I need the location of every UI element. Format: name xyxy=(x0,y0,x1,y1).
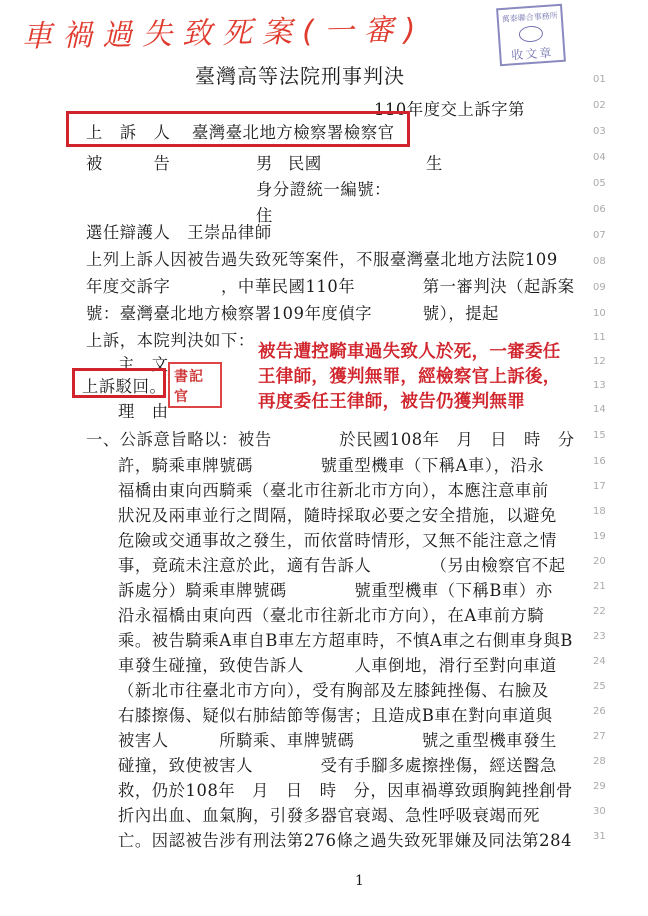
reason-line: 折內出血、血氣胸，引發多器官衰竭、急性呼吸衰竭而死 xyxy=(118,806,541,825)
line-number: 30 xyxy=(593,806,606,817)
line-number: 31 xyxy=(593,831,606,842)
line-number: 17 xyxy=(593,481,606,492)
intro-line: 號：臺灣臺北地方檢察署109年度偵字 號），提起 xyxy=(86,304,500,323)
appellant-label: 上 訴 人 xyxy=(86,123,171,142)
address-label: 住 xyxy=(256,206,273,225)
intro-line: 上訴，本院判決如下： xyxy=(86,331,255,350)
defendant-nationality: 民國 xyxy=(288,154,322,173)
case-number: 110年度交上訴字第 xyxy=(374,100,526,119)
page-number: 1 xyxy=(355,873,364,889)
line-number: 09 xyxy=(593,282,606,293)
line-number: 03 xyxy=(593,126,606,137)
reason-line: 一、公訴意旨略以：被告 於民國108年 月 日 時 分 xyxy=(86,430,575,449)
defense-counsel: 選任辯護人 王崇品律師 xyxy=(86,223,272,242)
reason-line: 訴處分）騎乘車牌號碼 號重型機車（下稱B車）亦 xyxy=(118,581,553,600)
verdict: 上訴駁回。 xyxy=(82,377,167,396)
line-number: 21 xyxy=(593,581,606,592)
line-number: 02 xyxy=(593,100,606,111)
line-number: 16 xyxy=(593,456,606,467)
reason-line: 車發生碰撞，致使告訴人 人車倒地，滑行至對向車道 xyxy=(118,656,557,675)
line-number: 23 xyxy=(593,631,606,642)
annotation-line: 再度委任王律師，被告仍獲判無罪 xyxy=(258,392,525,412)
line-number: 25 xyxy=(593,681,606,692)
received-stamp-circle xyxy=(518,25,543,43)
id-number-label: 身分證統一編號： xyxy=(256,180,392,199)
line-number: 05 xyxy=(593,178,606,189)
line-number: 07 xyxy=(593,230,606,241)
line-number: 29 xyxy=(593,781,606,792)
line-number: 24 xyxy=(593,656,606,667)
intro-line: 年度交訴字 ，中華民國110年 第一審判決（起訴案 xyxy=(86,277,575,296)
line-number: 26 xyxy=(593,706,606,717)
annotation-line: 被告遭控騎車過失致人於死，一審委任 xyxy=(258,342,561,362)
line-number: 22 xyxy=(593,606,606,617)
reason-line: （新北市往臺北市方向），受有胸部及左膝鈍挫傷、右臉及 xyxy=(118,681,549,700)
line-number: 01 xyxy=(593,74,606,85)
line-number: 19 xyxy=(593,531,606,542)
reason-line: 救，仍於108年 月 日 時 分，因車禍導致頭胸鈍挫創骨 xyxy=(118,781,573,800)
reason-line: 碰撞，致使被害人 受有手腳多處擦挫傷，經送醫急 xyxy=(118,756,557,775)
defendant-label: 被 告 xyxy=(86,154,171,173)
line-number: 20 xyxy=(593,556,606,567)
clerk-stamp-text: 書記官 xyxy=(174,369,204,405)
line-number: 18 xyxy=(593,506,606,517)
clerk-stamp xyxy=(168,362,222,408)
received-stamp xyxy=(496,4,566,66)
document-title: 臺灣高等法院刑事判決 xyxy=(195,64,405,88)
line-number: 14 xyxy=(593,404,606,415)
reason-line: 乘。被告騎乘A車自B車左方超車時，不慎A車之右側車身與B xyxy=(118,631,573,650)
line-number: 06 xyxy=(593,204,606,215)
line-number: 15 xyxy=(593,430,606,441)
reason-line: 狀況及兩車並行之間隔，隨時採取必要之安全措施，以避免 xyxy=(118,506,557,525)
line-number: 28 xyxy=(593,756,606,767)
reason-line: 被害人 所騎乘、車牌號碼 號之重型機車發生 xyxy=(118,731,557,750)
annotation-line: 王律師，獲判無罪，經檢察官上訴後， xyxy=(258,367,561,387)
reason-line: 許，騎乘車牌號碼 號重型機車（下稱A車），沿永 xyxy=(118,456,545,475)
defendant-born: 生 xyxy=(426,154,443,173)
reason-line: 危險或交通事故之發生，而依當時情形，又無不能注意之情 xyxy=(118,531,557,550)
appellant-name: 臺灣臺北地方檢察署檢察官 xyxy=(192,123,395,142)
received-stamp-line1: 萬泰聯合事務所 xyxy=(501,11,559,24)
reason-line: 福橋由東向西騎乘（臺北市往新北市方向），本應注意車前 xyxy=(118,481,549,500)
main-text-label: 主 文 xyxy=(118,355,169,374)
line-number: 11 xyxy=(593,332,606,343)
defendant-gender: 男 xyxy=(256,154,273,173)
reason-line: 沿永福橋由東向西（臺北市往新北市方向），在A車前方騎 xyxy=(118,606,545,625)
received-stamp-line2: 收文章 xyxy=(510,45,554,63)
line-number: 12 xyxy=(593,356,606,367)
reason-line: 事，竟疏未注意於此，適有告訴人 （另由檢察官不起 xyxy=(118,556,566,575)
reason-label: 理 由 xyxy=(118,402,169,421)
line-number: 13 xyxy=(593,380,606,391)
reason-line: 右膝擦傷、疑似右肺結節等傷害；且造成B車在對向車道與 xyxy=(118,706,553,725)
reason-line: 亡。因認被告涉有刑法第276條之過失致死罪嫌及同法第284 xyxy=(118,831,573,850)
line-number: 08 xyxy=(593,256,606,267)
line-number: 04 xyxy=(593,152,606,163)
handwritten-note: 車禍過失致死案(一審) xyxy=(21,12,426,55)
intro-line: 上列上訴人因被告過失致死等案件，不服臺灣臺北地方法院109 xyxy=(86,250,558,269)
line-number: 27 xyxy=(593,731,606,742)
line-number: 10 xyxy=(593,308,606,319)
